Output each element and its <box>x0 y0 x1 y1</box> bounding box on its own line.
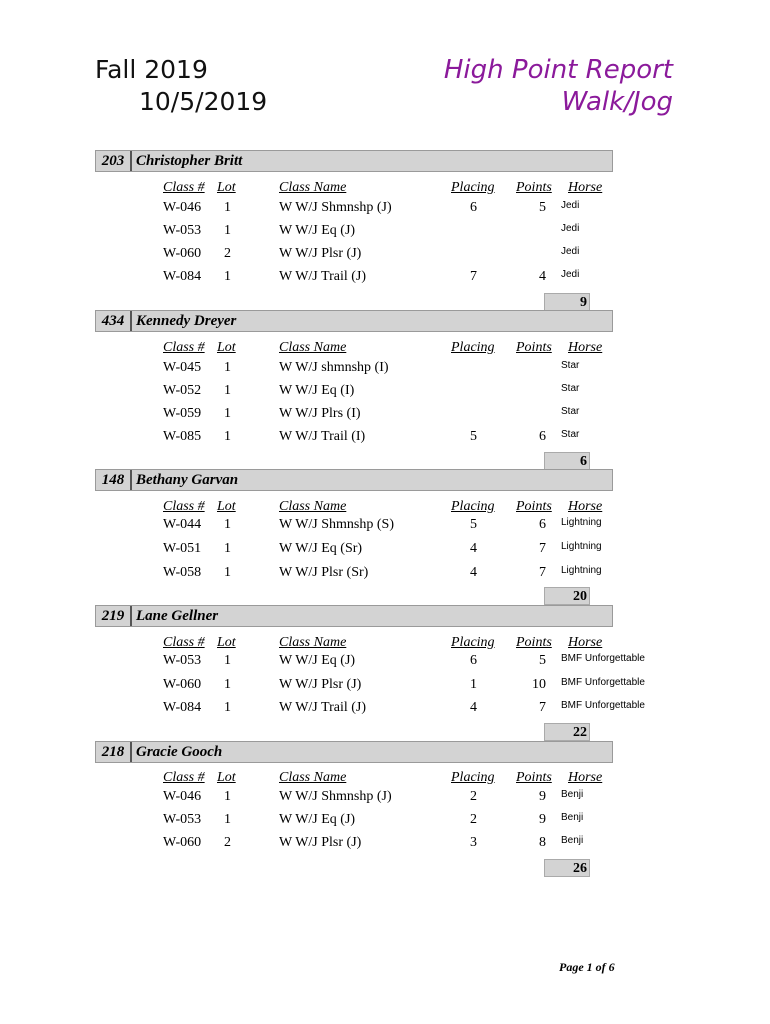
row-placing: 3 <box>470 835 477 850</box>
row-placing: 2 <box>470 789 477 804</box>
rider-number: 434 <box>96 311 132 331</box>
row-class-name: W W/J Shmnshp (J) <box>279 200 392 215</box>
col-lot: Lot <box>217 180 236 195</box>
col-class-name: Class Name <box>279 770 347 785</box>
row-horse: Jedi <box>561 223 580 234</box>
col-points: Points <box>516 180 552 195</box>
row-class-name: W W/J Shmnshp (J) <box>279 789 392 804</box>
rider-name: Bethany Garvan <box>136 472 239 488</box>
row-points: 6 <box>539 429 546 444</box>
page-number: Page 1 of 6 <box>559 960 615 974</box>
row-class-num: W-046 <box>163 200 202 215</box>
row-points: 9 <box>539 789 546 804</box>
rider-total-points: 22 <box>544 723 590 741</box>
row-points: 7 <box>539 541 546 556</box>
report-header-left <box>95 54 267 118</box>
row-class-name: W W/J Plsr (J) <box>279 835 362 850</box>
rider-header-bar <box>95 605 613 627</box>
row-placing: 4 <box>470 565 477 580</box>
col-points: Points <box>516 635 552 650</box>
row-class-num: W-053 <box>163 223 202 238</box>
row-lot: 1 <box>224 200 231 215</box>
row-class-name: W W/J Eq (I) <box>279 383 355 398</box>
row-horse: Jedi <box>561 200 580 211</box>
col-horse: Horse <box>568 499 603 514</box>
row-lot: 1 <box>224 429 231 444</box>
row-lot: 1 <box>224 789 231 804</box>
col-class-num: Class # <box>163 635 205 650</box>
row-points: 7 <box>539 700 546 715</box>
col-placing: Placing <box>451 340 495 355</box>
col-placing: Placing <box>451 770 495 785</box>
row-class-name: W W/J shmnshp (I) <box>279 360 389 375</box>
row-horse: Benji <box>561 835 584 846</box>
row-class-num: W-053 <box>163 653 202 668</box>
row-class-num: W-060 <box>163 835 202 850</box>
row-horse: BMF Unforgettable <box>561 677 645 688</box>
row-class-num: W-058 <box>163 565 202 580</box>
row-class-num: W-051 <box>163 541 202 556</box>
col-points: Points <box>516 770 552 785</box>
col-class-num: Class # <box>163 340 205 355</box>
col-horse: Horse <box>568 340 603 355</box>
row-placing: 7 <box>470 269 477 284</box>
col-class-name: Class Name <box>279 340 347 355</box>
row-horse: Star <box>561 383 580 394</box>
row-class-num: W-084 <box>163 269 202 284</box>
col-lot: Lot <box>217 340 236 355</box>
row-lot: 1 <box>224 565 231 580</box>
row-lot: 2 <box>224 246 231 261</box>
rider-number: 203 <box>96 151 132 171</box>
rider-total-points: 9 <box>544 293 590 311</box>
row-class-num: W-045 <box>163 360 202 375</box>
rider-number: 219 <box>96 606 132 626</box>
row-class-num: W-060 <box>163 677 202 692</box>
row-lot: 1 <box>224 812 231 827</box>
row-horse: Jedi <box>561 269 580 280</box>
row-lot: 1 <box>224 700 231 715</box>
row-points: 6 <box>539 517 546 532</box>
row-horse: Lightning <box>561 517 602 528</box>
row-class-num: W-046 <box>163 789 202 804</box>
row-class-name: W W/J Plrs (I) <box>279 406 361 421</box>
row-placing: 1 <box>470 677 477 692</box>
row-points: 7 <box>539 565 546 580</box>
col-points: Points <box>516 499 552 514</box>
rider-header-bar <box>95 150 613 172</box>
col-class-num: Class # <box>163 180 205 195</box>
col-class-name: Class Name <box>279 499 347 514</box>
division-label: Walk/Jog <box>561 87 673 117</box>
row-placing: 4 <box>470 700 477 715</box>
col-lot: Lot <box>217 499 236 514</box>
col-placing: Placing <box>451 180 495 195</box>
row-class-num: W-084 <box>163 700 202 715</box>
row-class-name: W W/J Shmnshp (S) <box>279 517 394 532</box>
row-lot: 1 <box>224 383 231 398</box>
row-placing: 2 <box>470 812 477 827</box>
col-lot: Lot <box>217 770 236 785</box>
col-class-num: Class # <box>163 499 205 514</box>
rider-total-points: 6 <box>544 452 590 470</box>
row-placing: 6 <box>470 200 477 215</box>
row-class-num: W-052 <box>163 383 202 398</box>
row-class-name: W W/J Plsr (J) <box>279 246 362 261</box>
row-lot: 1 <box>224 360 231 375</box>
row-placing: 5 <box>470 429 477 444</box>
col-lot: Lot <box>217 635 236 650</box>
rider-name: Kennedy Dreyer <box>136 313 237 329</box>
col-placing: Placing <box>451 635 495 650</box>
row-class-num: W-053 <box>163 812 202 827</box>
row-points: 5 <box>539 653 546 668</box>
row-class-name: W W/J Plsr (Sr) <box>279 565 369 580</box>
row-class-name: W W/J Trail (J) <box>279 269 366 284</box>
rider-total-points: 20 <box>544 587 590 605</box>
row-class-name: W W/J Eq (J) <box>279 812 356 827</box>
row-lot: 1 <box>224 541 231 556</box>
rider-name: Christopher Britt <box>136 153 243 169</box>
report-date: 10/5/2019 <box>139 87 268 116</box>
rider-header-bar <box>95 310 613 332</box>
col-horse: Horse <box>568 180 603 195</box>
row-points: 9 <box>539 812 546 827</box>
row-lot: 1 <box>224 269 231 284</box>
row-horse: Lightning <box>561 565 602 576</box>
row-class-name: W W/J Eq (J) <box>279 653 356 668</box>
row-class-name: W W/J Trail (J) <box>279 700 366 715</box>
row-lot: 2 <box>224 835 231 850</box>
rider-number: 218 <box>96 742 132 762</box>
season-label: Fall 2019 <box>95 55 208 84</box>
row-class-name: W W/J Eq (Sr) <box>279 541 363 556</box>
row-points: 4 <box>539 269 546 284</box>
rider-total-points: 26 <box>544 859 590 877</box>
report-title: High Point Report <box>443 55 673 85</box>
rider-header-bar <box>95 741 613 763</box>
row-class-num: W-085 <box>163 429 202 444</box>
rider-name: Gracie Gooch <box>136 744 223 760</box>
col-class-num: Class # <box>163 770 205 785</box>
row-class-num: W-060 <box>163 246 202 261</box>
row-horse: Benji <box>561 812 584 823</box>
row-class-name: W W/J Trail (I) <box>279 429 366 444</box>
rider-header-bar <box>95 469 613 491</box>
row-points: 5 <box>539 200 546 215</box>
row-horse: Lightning <box>561 541 602 552</box>
col-placing: Placing <box>451 499 495 514</box>
row-placing: 4 <box>470 541 477 556</box>
row-lot: 1 <box>224 406 231 421</box>
row-lot: 1 <box>224 653 231 668</box>
row-class-num: W-059 <box>163 406 202 421</box>
row-horse: Star <box>561 360 580 371</box>
col-class-name: Class Name <box>279 635 347 650</box>
row-class-name: W W/J Plsr (J) <box>279 677 362 692</box>
row-horse: Jedi <box>561 246 580 257</box>
col-points: Points <box>516 340 552 355</box>
rider-number: 148 <box>96 470 132 490</box>
col-class-name: Class Name <box>279 180 347 195</box>
row-horse: Star <box>561 429 580 440</box>
row-points: 10 <box>532 677 546 692</box>
row-points: 8 <box>539 835 546 850</box>
col-horse: Horse <box>568 635 603 650</box>
row-lot: 1 <box>224 677 231 692</box>
report-header-right <box>444 54 673 118</box>
row-placing: 6 <box>470 653 477 668</box>
rider-name: Lane Gellner <box>136 608 219 624</box>
row-horse: BMF Unforgettable <box>561 700 645 711</box>
row-horse: Star <box>561 406 580 417</box>
row-horse: Benji <box>561 789 584 800</box>
row-placing: 5 <box>470 517 477 532</box>
row-class-num: W-044 <box>163 517 202 532</box>
row-lot: 1 <box>224 517 231 532</box>
row-class-name: W W/J Eq (J) <box>279 223 356 238</box>
row-lot: 1 <box>224 223 231 238</box>
col-horse: Horse <box>568 770 603 785</box>
row-horse: BMF Unforgettable <box>561 653 645 664</box>
